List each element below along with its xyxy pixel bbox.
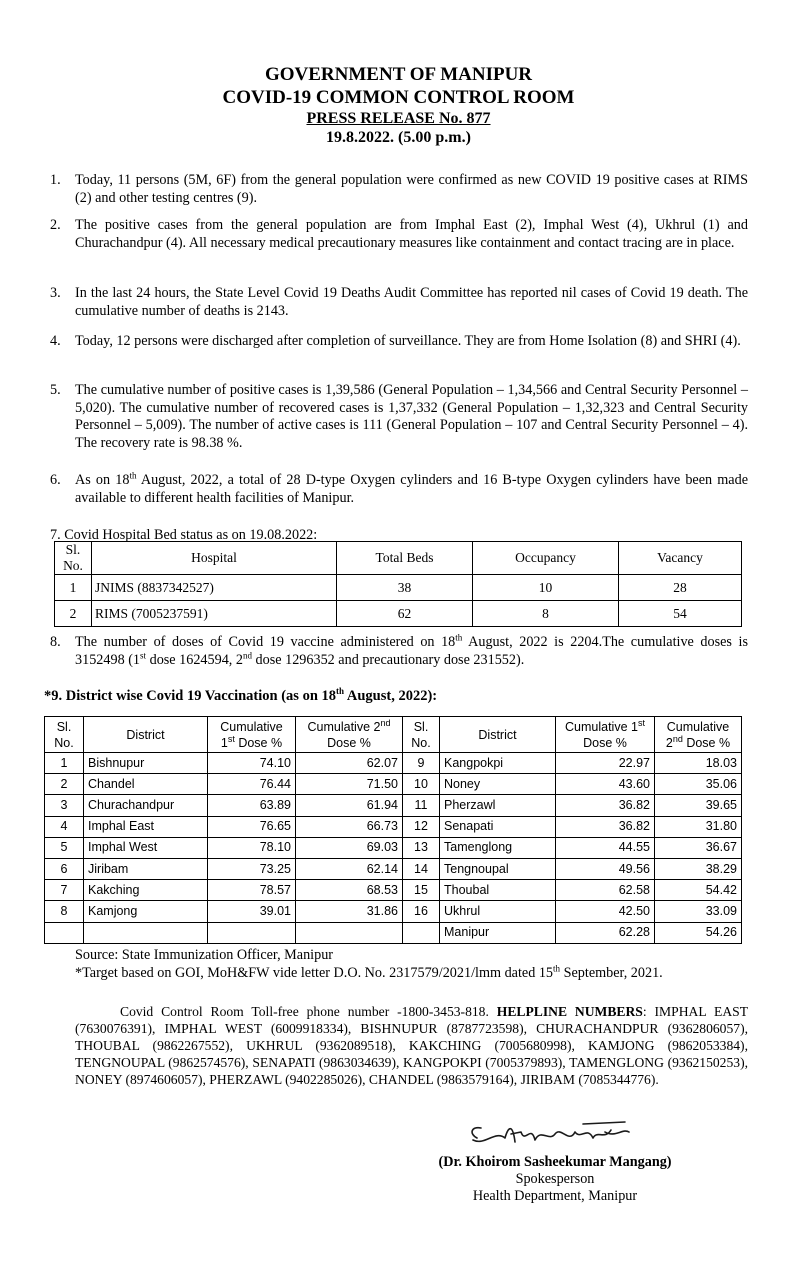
table-cell: Tamenglong [440, 837, 556, 858]
bed-status-caption: 7. Covid Hospital Bed status as on 19.08.2022: [50, 527, 318, 543]
table-cell: 2 [45, 774, 84, 795]
table-cell: 78.57 [208, 880, 296, 901]
table-cell: 31.80 [655, 816, 742, 837]
item-6: 6. As on 18th August, 2022, a total of 28 D-type Oxygen cylinders and 16 B-type Oxygen cylinders have been made available to different health facilities of Manipur. [50, 470, 748, 506]
table-cell: Churachandpur [84, 795, 208, 816]
table-cell: 16 [403, 901, 440, 922]
table-cell: 7 [45, 880, 84, 901]
signatory-name: (Dr. Khoirom Sasheekumar Mangang) [438, 1154, 672, 1170]
government-title: GOVERNMENT OF MANIPUR [264, 64, 533, 85]
table-cell: 44.55 [556, 837, 655, 858]
table-cell [403, 922, 440, 943]
table-cell: Kangpokpi [440, 753, 556, 774]
table-cell: Ukhrul [440, 901, 556, 922]
table-cell [208, 922, 296, 943]
table-cell: 13 [403, 837, 440, 858]
table-cell: 36.82 [556, 816, 655, 837]
table-row [45, 922, 742, 943]
table-row [45, 858, 742, 879]
item-5: 5. The cumulative number of positive cases is 1,39,586 (General Population – 1,34,566 and Central Security Personnel – 5,020). The cumulative number of recovered cases is 1,37,332 (General Population – 1,32,323 and Central Security Personnel – 5,009). The number of active cases is 111 (General Population – 107 and Central Security Personnel – 4). The recovery rate is 98.38 %. [50, 382, 748, 451]
table-cell: 6 [45, 858, 84, 879]
table-cell: 5 [45, 837, 84, 858]
table-cell: 8 [45, 901, 84, 922]
control-room-title: COVID-19 COMMON CONTROL ROOM [222, 87, 575, 108]
table-row [45, 880, 742, 901]
table-cell: 76.44 [208, 774, 296, 795]
signatory-role: Spokesperson [515, 1171, 595, 1187]
bed-status-table [54, 541, 742, 627]
table-cell: 39.65 [655, 795, 742, 816]
table-cell: 66.73 [296, 816, 403, 837]
table-cell: 9 [403, 753, 440, 774]
table-cell: Noney [440, 774, 556, 795]
table-cell [84, 922, 208, 943]
table-cell [45, 922, 84, 943]
item-1: 1. Today, 11 persons (5M, 6F) from the general population were confirmed as new COVID 19 positive cases at RIMS (2) and other testing centres (9). [50, 172, 748, 206]
table-cell: 43.60 [556, 774, 655, 795]
source-note: Source: State Immunization Officer, Manipur *Target based on GOI, MoH&FW vide letter D.O. No. 2317579/2021/lmm dated 15th September, 2021. [75, 947, 663, 981]
vaccination-table [44, 716, 742, 944]
table-row [45, 795, 742, 816]
item-8: 8. The number of doses of Covid 19 vaccine administered on 18th August, 2022 is 2204.The cumulative doses is 3152498 (1st dose 1624594, 2nd dose 1296352 and precautionary dose 231552). [50, 632, 749, 668]
table-header-row: Sl. No. District Cumulative 1st Dose % Cumulative 2nd Dose % Sl. No. District Cumulative 1st Dose % Cumulative 2nd Dose % [45, 717, 742, 753]
table-cell: 3 [45, 795, 84, 816]
table-cell: 76.65 [208, 816, 296, 837]
table-cell: 68.53 [296, 880, 403, 901]
vaccination-table-body [45, 753, 742, 944]
table-cell: 62.07 [296, 753, 403, 774]
table-cell [296, 922, 403, 943]
press-release-number: PRESS RELEASE No. 877 [306, 110, 491, 127]
table-cell: 78.10 [208, 837, 296, 858]
table-cell: 54.42 [655, 880, 742, 901]
table-cell: 33.09 [655, 901, 742, 922]
table-cell: 36.82 [556, 795, 655, 816]
document-header [0, 63, 797, 147]
table-row: 2 RIMS (7005237591) 62 8 54 [55, 601, 742, 627]
vaccination-title: *9. District wise Covid 19 Vaccination (as on 18th August, 2022): [44, 686, 438, 704]
table-row [45, 837, 742, 858]
table-cell: 14 [403, 858, 440, 879]
table-cell: Kamjong [84, 901, 208, 922]
table-cell: 10 [403, 774, 440, 795]
table-cell: 62.58 [556, 880, 655, 901]
table-cell: 63.89 [208, 795, 296, 816]
table-cell: Pherzawl [440, 795, 556, 816]
table-row [45, 774, 742, 795]
table-cell: 36.67 [655, 837, 742, 858]
table-cell: Thoubal [440, 880, 556, 901]
table-cell: 35.06 [655, 774, 742, 795]
item-3: 3. In the last 24 hours, the State Level Covid 19 Deaths Audit Committee has reported nil cases of Covid 19 death. The cumulative number of deaths is 2143. [50, 285, 748, 319]
table-cell: Chandel [84, 774, 208, 795]
table-cell: 49.56 [556, 858, 655, 879]
table-row [45, 901, 742, 922]
table-cell: 18.03 [655, 753, 742, 774]
table-cell: 4 [45, 816, 84, 837]
table-cell: 22.97 [556, 753, 655, 774]
table-row [45, 816, 742, 837]
table-cell: 71.50 [296, 774, 403, 795]
helpline-paragraph: Covid Control Room Toll-free phone number -1800-3453-818. HELPLINE NUMBERS: IMPHAL EAST (7630076391), IMPHAL WEST (6009918334), BISHNUPUR (8787723598), CHURACHANDPUR (9362806057), THOUBAL (9862267552), UKHRUL (9362089518), KAKCHING (7005680998), KAMJONG (9862053384), TENGNOUPAL (9862574576), SENAPATI (9863034639), KANGPOKPI (7005379893), TAMENGLONG (9362150253), NONEY (8974606057), PHERZAWL (9402285026), CHANDEL (9863579164), JIRIBAM (7085344776). [75, 1004, 748, 1087]
table-cell: 61.94 [296, 795, 403, 816]
table-cell: Bishnupur [84, 753, 208, 774]
table-cell: 38.29 [655, 858, 742, 879]
item-2: 2. The positive cases from the general population are from Imphal East (2), Imphal West (4), Ukhrul (1) and Churachandpur (4). All necessary medical precautionary measures like containment and contact tracing are in place. [50, 217, 748, 251]
table-cell: 12 [403, 816, 440, 837]
table-header-row: Sl. No. Hospital Total Beds Occupancy Vacancy [55, 542, 742, 575]
table-cell: 15 [403, 880, 440, 901]
table-cell: 42.50 [556, 901, 655, 922]
table-row [45, 753, 742, 774]
signatory-department: Health Department, Manipur [472, 1188, 638, 1204]
table-cell: Imphal East [84, 816, 208, 837]
signature-image [465, 1116, 635, 1152]
table-cell: 74.10 [208, 753, 296, 774]
table-cell: 39.01 [208, 901, 296, 922]
signatory-block [420, 1154, 690, 1205]
table-row: 1 JNIMS (8837342527) 38 10 28 [55, 575, 742, 601]
table-cell: Tengnoupal [440, 858, 556, 879]
table-cell: Jiribam [84, 858, 208, 879]
table-cell: 73.25 [208, 858, 296, 879]
table-cell: Kakching [84, 880, 208, 901]
table-cell: 62.14 [296, 858, 403, 879]
table-cell: 31.86 [296, 901, 403, 922]
table-cell: Imphal West [84, 837, 208, 858]
table-cell: 54.26 [655, 922, 742, 943]
item-4: 4. Today, 12 persons were discharged after completion of surveillance. They are from Home Isolation (8) and SHRI (4). [50, 333, 741, 349]
table-cell: 1 [45, 753, 84, 774]
table-cell: 11 [403, 795, 440, 816]
release-date: 19.8.2022. (5.00 p.m.) [326, 129, 471, 146]
table-cell: Senapati [440, 816, 556, 837]
table-cell: Manipur [440, 922, 556, 943]
table-cell: 62.28 [556, 922, 655, 943]
table-cell: 69.03 [296, 837, 403, 858]
